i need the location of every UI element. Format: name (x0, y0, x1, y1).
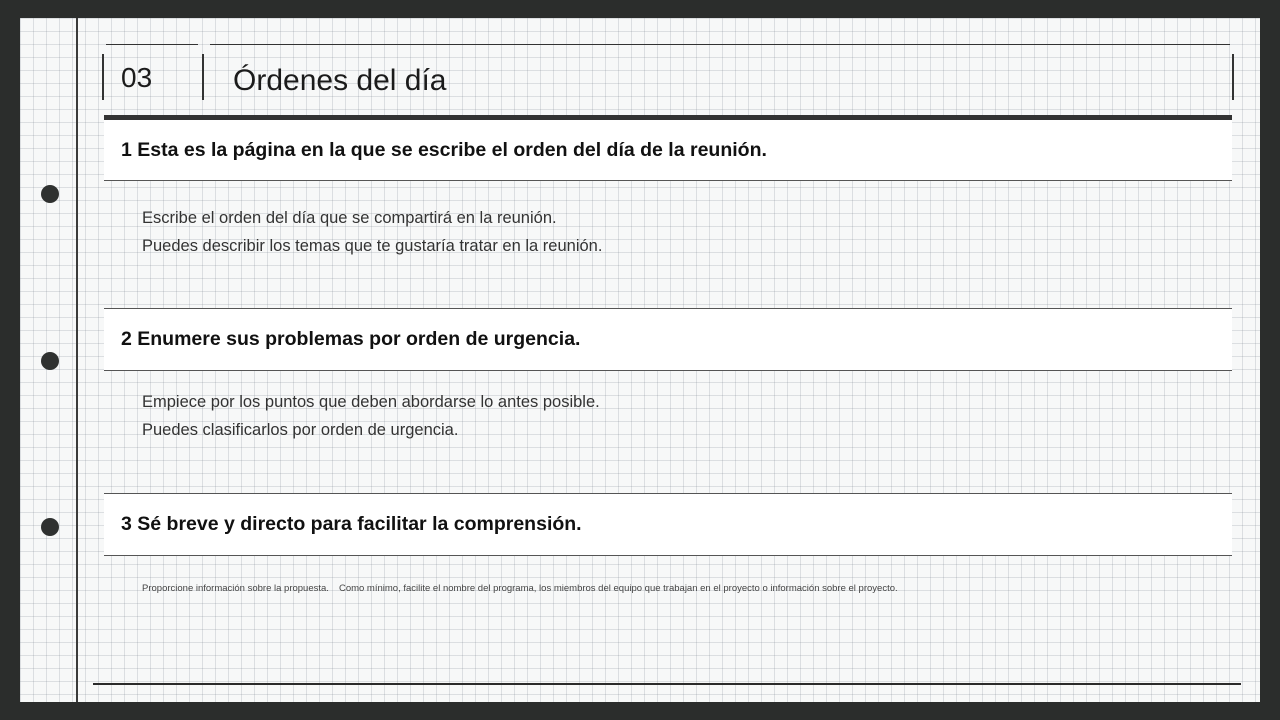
agenda-item-3-line-2: Como mínimo, facilite el nombre del programa, los miembros del equipo que trabajan en el proyecto o información sobre el proyecto. (338, 583, 898, 594)
agenda-item-1-line-2: Puedes describir los temas que te gustaría tratar en la reunión. (142, 237, 603, 255)
agenda-item-3-body (142, 582, 912, 596)
notebook-page (20, 18, 1260, 702)
agenda-item-3-line-1: Proporcione información sobre la propuesta. (142, 583, 329, 594)
margin-line (76, 18, 78, 702)
section-number-box (102, 44, 204, 100)
agenda-item-2-line-1: Empiece por los puntos que deben abordarse lo antes posible. (142, 393, 600, 411)
agenda-item-2-line-2: Puedes clasificarlos por orden de urgencia. (142, 421, 459, 439)
agenda-item-2-header (104, 308, 1232, 371)
agenda-item-2-body (142, 388, 600, 444)
binder-hole (41, 185, 59, 203)
page-title: Órdenes del día (233, 64, 447, 97)
binder-hole (41, 518, 59, 536)
agenda-item-1-line-1: Escribe el orden del día que se compartirá en la reunión. (142, 209, 557, 227)
binder-hole (41, 352, 59, 370)
bottom-rule (93, 683, 1241, 685)
section-number: 03 (121, 62, 153, 93)
agenda-item-1-header (104, 120, 1232, 181)
agenda-item-1-body (142, 204, 602, 260)
agenda-item-3-header (104, 493, 1232, 556)
agenda-item-2-heading: 2 Enumere sus problemas por orden de urgencia. (121, 328, 581, 350)
page-title-box (210, 44, 1234, 100)
agenda-item-3-heading: 3 Sé breve y directo para facilitar la comprensión. (121, 513, 582, 535)
agenda-item-1-heading: 1 Esta es la página en la que se escribe el orden del día de la reunión. (121, 139, 767, 161)
